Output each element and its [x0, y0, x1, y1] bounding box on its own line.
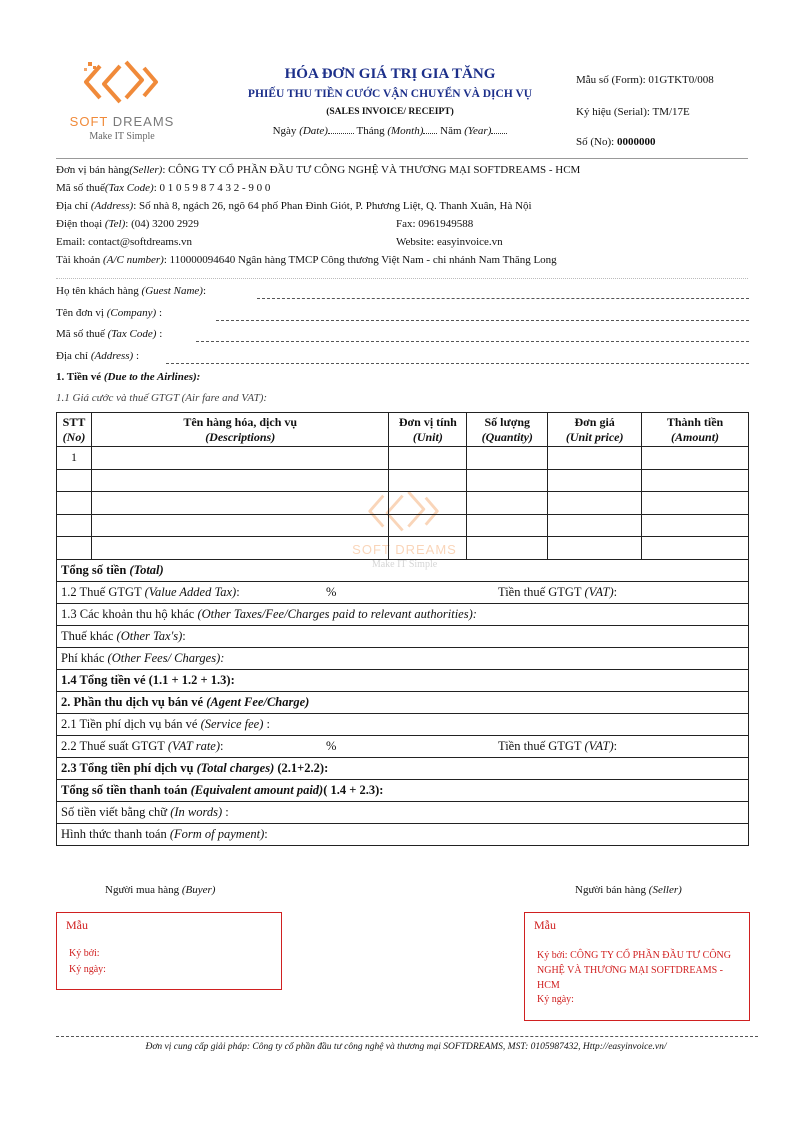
seller-name: Đơn vị bán hàng(Seller): CÔNG TY CỔ PHẦN ĐẦU TƯ CÔNG NGHỆ VÀ THƯƠNG MẠI SOFTDREAMS - HCM	[56, 164, 581, 176]
section1-title: 1. Tiền vé (Due to the Airlines):	[56, 371, 201, 383]
form-number: Mẫu số (Form): 01GTKT0/008	[576, 74, 714, 86]
other-tax-row: Thuế khác (Other Tax's):	[57, 625, 749, 647]
buyer-address-field[interactable]	[166, 363, 749, 364]
buyer-signature-label: Người mua hàng (Buyer)	[105, 884, 216, 896]
payment-form-row: Hình thức thanh toán (Form of payment):	[57, 823, 749, 845]
buyer-signature-box	[56, 912, 282, 990]
company-field[interactable]	[216, 320, 749, 321]
ticket-total-row: 1.4 Tổng tiền vé (1.1 + 1.2 + 1.3):	[57, 669, 749, 691]
seller-address: Địa chỉ (Address): Số nhà 8, ngách 26, ngõ 64 phố Phan Đình Giót, P. Phương Liệt, Q. Thanh Xuân, Hà Nội	[56, 200, 532, 212]
section1-subtitle: 1.1 Giá cước và thuế GTGT (Air fare and VAT):	[56, 392, 268, 404]
invoice-subtitle: PHIẾU THU TIỀN CƯỚC VẬN CHUYỂN VÀ DỊCH VỤ	[247, 88, 533, 100]
logo-tagline: Make IT Simple	[89, 131, 155, 142]
other-fee-row: Phí khác (Other Fees/ Charges):	[57, 647, 749, 669]
seller-divider	[56, 278, 748, 279]
table-header-row	[57, 413, 749, 447]
invoice-subtitle-en: (SALES INVOICE/ RECEIPT)	[326, 107, 454, 117]
col-amount: Thành tiền (Amount)	[642, 413, 749, 447]
service-fee-row: 2.1 Tiền phí dịch vụ bán vé (Service fee) :	[57, 713, 749, 735]
col-unit-price: Đơn giá (Unit price)	[548, 413, 642, 447]
table-row[interactable]	[57, 492, 749, 515]
amount-paid-row: Tổng số tiền thanh toán (Equivalent amount paid)( 1.4 + 2.3):	[57, 779, 749, 801]
header-divider	[56, 158, 748, 159]
seller-tax-code: Mã số thuế(Tax Code): 0 1 0 5 9 8 7 4 3 2 - 9 0 0	[56, 182, 271, 194]
seller-signature-box	[524, 912, 750, 1021]
vat-rate-row: 2.2 Thuế suất GTGT (VAT rate): % Tiền thuế GTGT (VAT):	[57, 735, 749, 757]
table-row[interactable]	[57, 514, 749, 537]
total-row: Tổng số tiền (Total)	[57, 559, 749, 581]
buyer-signed-date: Ký ngày:	[69, 964, 106, 975]
serial-number: Ký hiệu (Serial): TM/17E	[576, 106, 690, 118]
seller-signed-date: Ký ngày:	[537, 994, 574, 1005]
invoice-title: HÓA ĐƠN GIÁ TRỊ GIA TĂNG	[284, 66, 496, 82]
seller-website: Website: easyinvoice.vn	[396, 236, 503, 248]
seller-signature-label: Người bán hàng (Seller)	[575, 884, 682, 896]
guest-name-label: Họ tên khách hàng (Guest Name):	[56, 285, 206, 297]
buyer-tax-label: Mã số thuế (Tax Code) :	[56, 328, 163, 340]
table-row[interactable]	[57, 469, 749, 492]
guest-name-field[interactable]	[257, 298, 749, 299]
invoice-number: Số (No): 0000000	[576, 136, 656, 148]
company-label: Tên đơn vị (Company) :	[56, 307, 163, 319]
seller-account: Tài khoản (A/C number): 110000094640 Ngân hàng TMCP Công thương Việt Nam - chi nhánh Nam Thăng Long	[56, 254, 557, 266]
logo-brand: SOFT DREAMS	[69, 114, 175, 129]
buyer-address-label: Địa chỉ (Address) :	[56, 350, 140, 362]
agent-fee-row: 2. Phần thu dịch vụ bán vé (Agent Fee/Charge)	[57, 691, 749, 713]
invoice-date-line: Ngày (Date) Tháng (Month) Năm (Year)	[215, 123, 565, 137]
col-no: STT (No)	[57, 413, 92, 447]
footer-provider: Đơn vị cung cấp giải pháp: Công ty cổ phần đầu tư công nghệ và thương mại SOFTDREAMS, MST: 0105987432, Http://easyinvoice.vn/	[145, 1042, 667, 1052]
footer-divider	[56, 1036, 758, 1037]
seller-tel: Điện thoại (Tel): (04) 3200 2929	[56, 218, 199, 230]
buyer-signed-by: Ký bởi:	[69, 948, 100, 959]
in-words-row: Số tiền viết bằng chữ (In words) :	[57, 801, 749, 823]
seller-email: Email: contact@softdreams.vn	[56, 236, 192, 248]
watermark-brand: SOFT DREAMS	[352, 542, 457, 557]
buyer-tax-field[interactable]	[196, 341, 749, 342]
table-row[interactable]	[57, 447, 749, 470]
col-quantity: Số lượng (Quantity)	[467, 413, 548, 447]
vat-row: 1.2 Thuế GTGT (Value Added Tax): % Tiền thuế GTGT (VAT):	[57, 581, 749, 603]
table-row[interactable]	[57, 537, 749, 560]
col-unit: Đơn vị tính (Unit)	[389, 413, 467, 447]
col-description: Tên hàng hóa, dịch vụ (Descriptions)	[91, 413, 388, 447]
seller-stamp-title: Mẫu	[534, 918, 556, 932]
total-charges-row: 2.3 Tổng tiền phí dịch vụ (Total charges) (2.1+2.2):	[57, 757, 749, 779]
row-number: 1	[57, 447, 92, 470]
softdreams-logo-icon	[62, 58, 182, 114]
seller-signed-by: Ký bởi: CÔNG TY CỔ PHẦN ĐẦU TƯ CÔNG NGHỆ VÀ THƯƠNG MẠI SOFTDREAMS - HCM	[537, 950, 731, 991]
seller-fax: Fax: 0961949588	[396, 218, 474, 230]
invoice-items-table	[56, 412, 749, 846]
buyer-stamp-title: Mẫu	[66, 918, 88, 932]
watermark-tagline: Make IT Simple	[371, 559, 438, 570]
other-charges-row: 1.3 Các khoản thu hộ khác (Other Taxes/Fee/Charges paid to relevant authorities):	[57, 603, 749, 625]
company-logo	[62, 58, 182, 148]
